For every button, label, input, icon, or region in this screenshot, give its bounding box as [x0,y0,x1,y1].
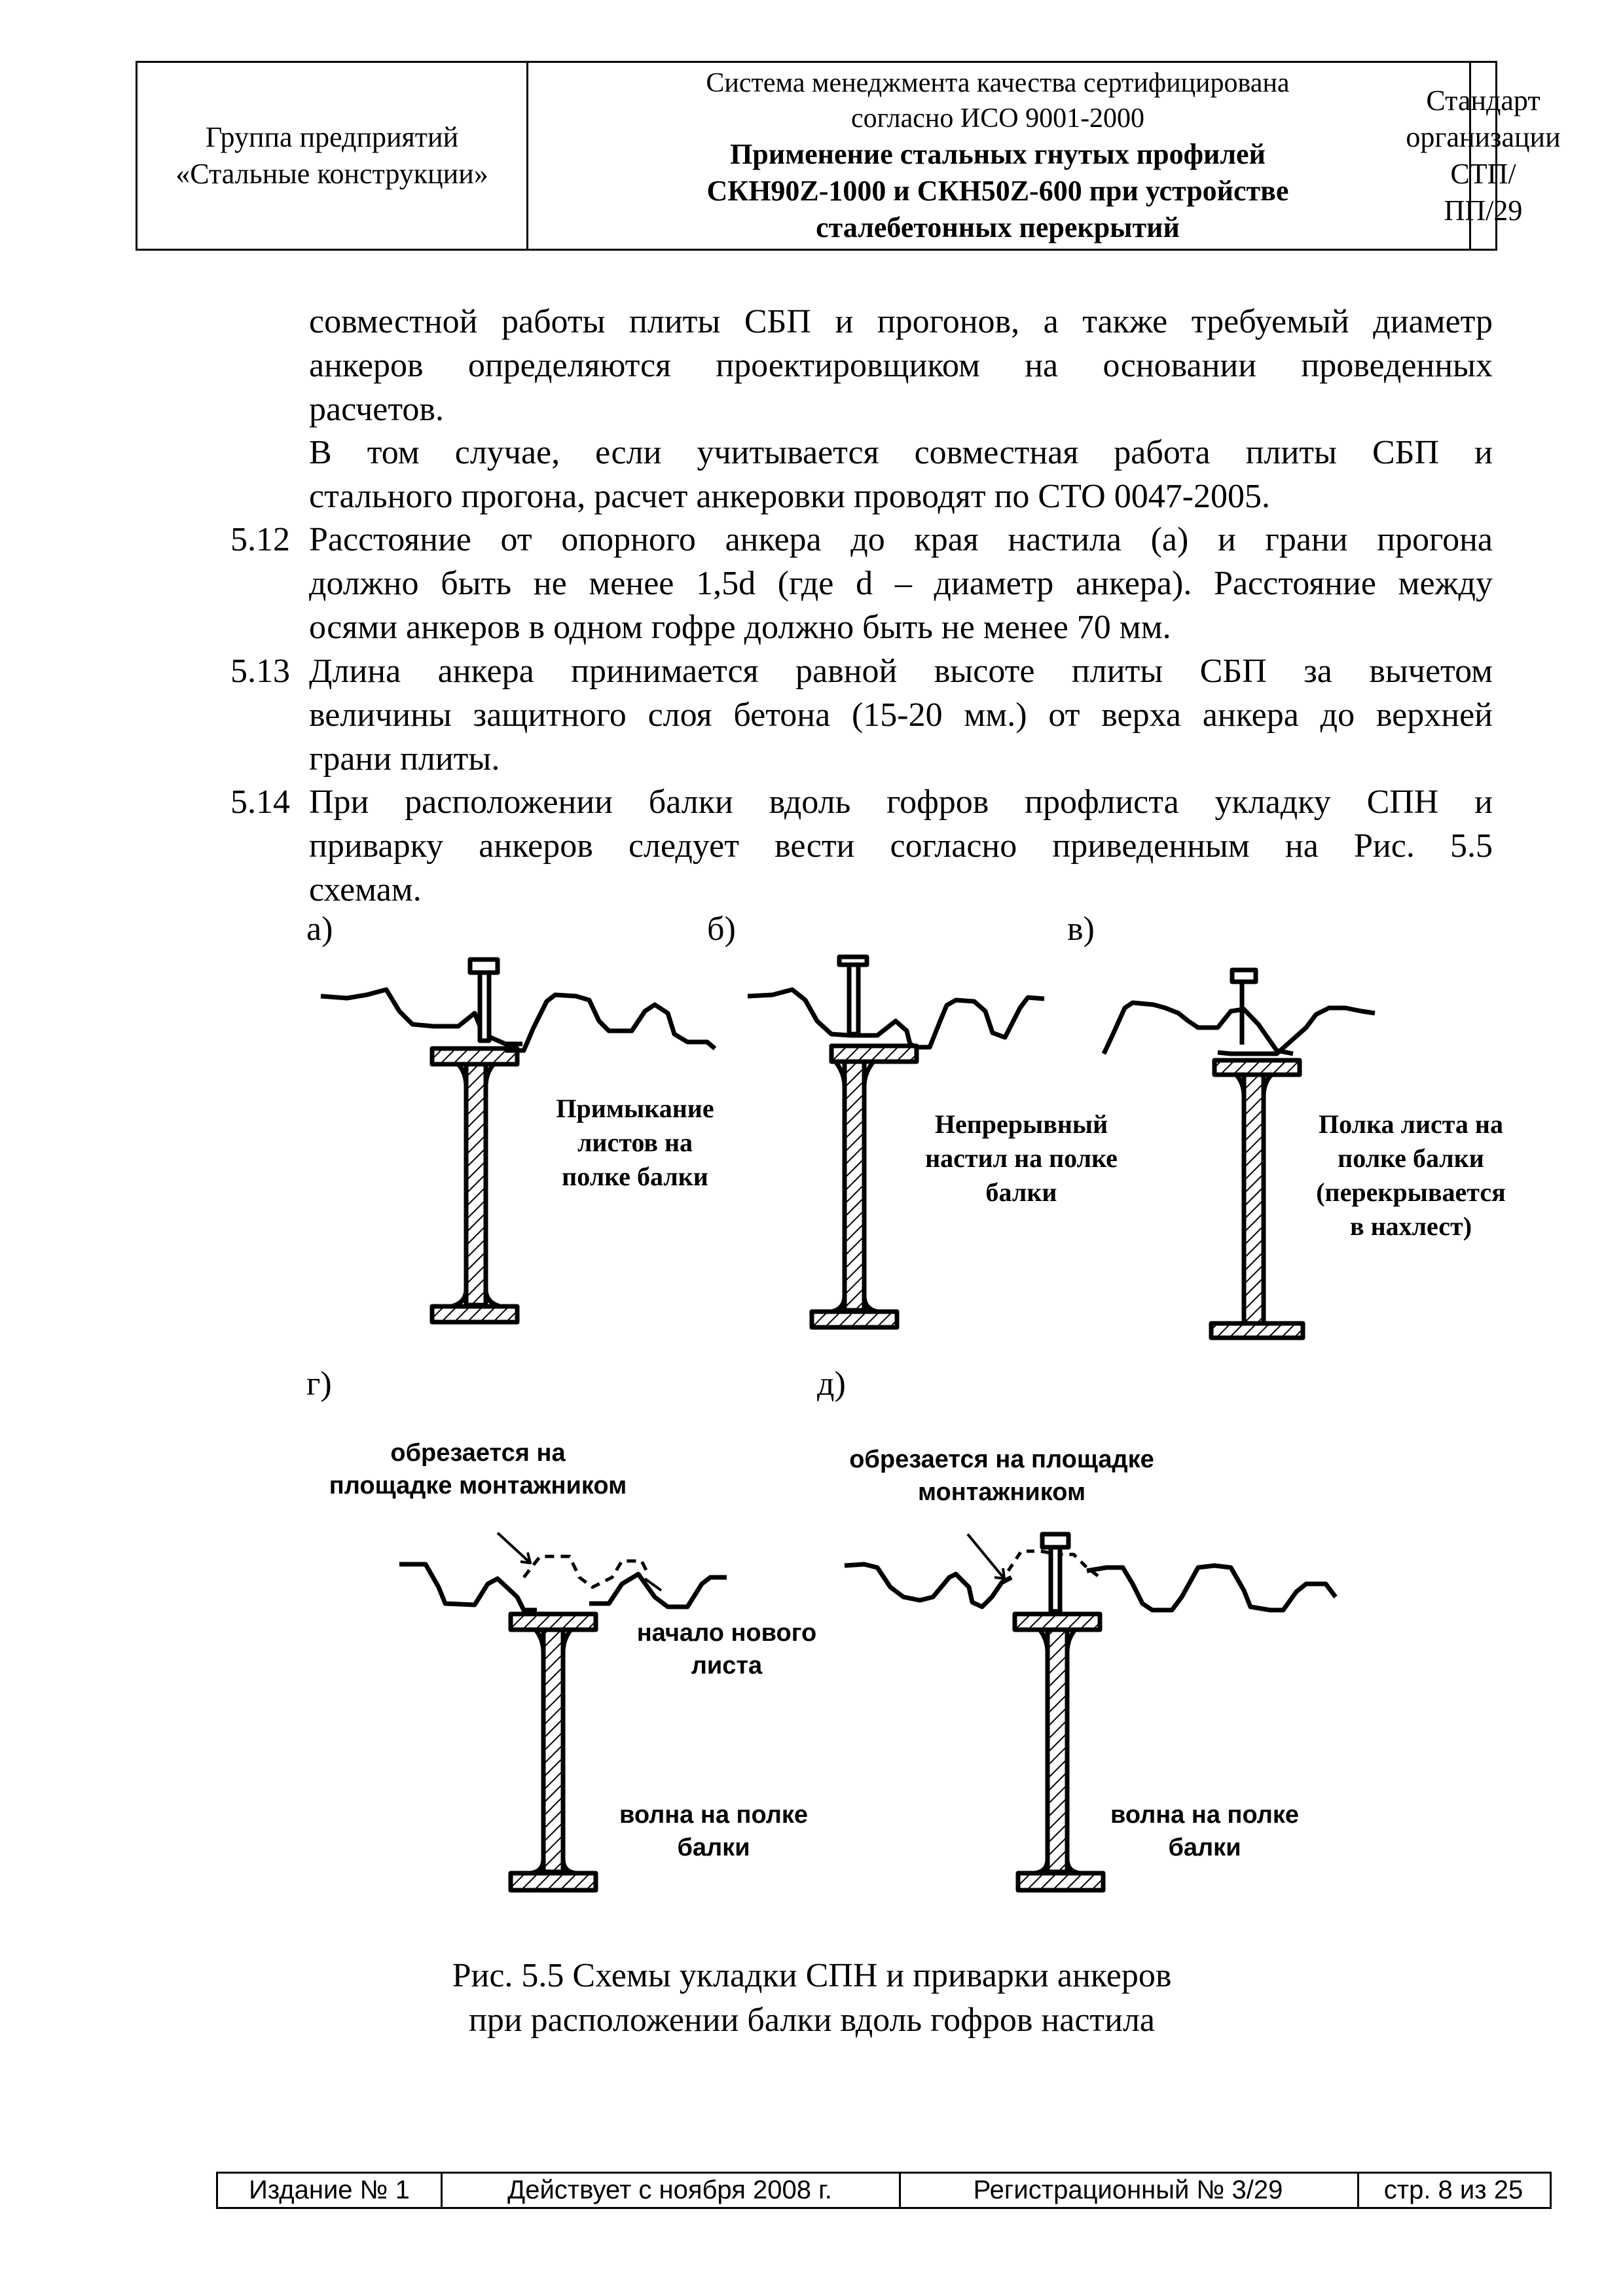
deck-sheet-v-lower [1104,1003,1293,1054]
beam-b-top-flange [831,1046,917,1062]
beam-g-top-flange [511,1614,596,1630]
beam-d-bottom-flange [1018,1873,1103,1890]
note-d-cut-line-1: обрезается на площадке [849,1446,1154,1473]
beam-a-web [466,1064,486,1305]
anchor-d-head [1042,1534,1068,1547]
note-g-new-sheet [615,1617,838,1682]
p2-line-1: В том случае, если учитывается совместная работа плиты СБП и [309,434,1493,471]
p1-line-3: расчетов. [309,391,444,428]
beam-d-web [1048,1630,1067,1872]
note-d-cut [825,1443,1178,1509]
deck-sheet-g-cut [524,1556,648,1587]
note-v-line-2: полке балки [1338,1143,1484,1173]
figure-label-v: в) [1067,910,1095,948]
caption-line-1: Рис. 5.5 Схемы укладки СПН и приварки анкеров [452,1957,1172,1994]
note-b-line-2: настил на полке [925,1143,1118,1173]
note-d-wave [1087,1799,1322,1864]
note-b [900,1107,1142,1210]
std-line-3: СТП/ПП/29 [1444,158,1523,226]
s514-line-2: приварку анкеров следует вести согласно приведенным на Рис. 5.5 [309,827,1493,865]
note-g-wave-line-2: балки [677,1834,750,1861]
beam-g-bottom-flange [511,1873,596,1890]
deck-sheet-g-left [399,1564,537,1610]
beam-b-web [845,1062,864,1310]
s512-line-1: Расстояние от опорного анкера до края настила (а) и грани прогона [309,521,1493,558]
figure-label-a: а) [306,910,333,948]
footer-registration: Регистрационный № 3/29 [899,2174,1359,2207]
beam-b-bottom-flange [812,1312,897,1327]
title-line-3: сталебетонных перекрытий [816,211,1180,243]
note-g-cut-line-2: площадке монтажником [329,1472,627,1499]
arrow-g-cut [498,1533,530,1563]
footer-page-number: стр. 8 из 25 [1383,2176,1523,2204]
section-number-5-13: 5.13 [230,653,290,690]
figure-caption [393,1954,1231,2043]
note-v-line-4: в нахлест) [1349,1211,1472,1241]
beam-a-top-flange [432,1049,517,1064]
s513-line-1: Длина анкера принимается равной высоте плиты СБП за вычетом [309,653,1493,690]
note-g-new-line-2: листа [691,1652,763,1679]
beam-g-web [543,1630,563,1872]
beam-d-top-flange [1015,1614,1100,1630]
s514-line-1: При расположении балки вдоль гофров профлиста укладку СПН и [309,783,1493,821]
deck-sheet-a-right [505,995,715,1050]
p1-line-1: совместной работы плиты СБП и прогонов, а также требуемый диаметр [309,303,1493,340]
beam-v-web [1244,1075,1264,1323]
anchor-a-stud [480,970,489,1041]
section-number-5-14: 5.14 [230,783,290,821]
section-number-5-12: 5.12 [230,521,290,558]
cert-line-2: согласно ИСО 9001-2000 [850,103,1145,134]
deck-sheet-a-left [321,990,522,1044]
note-g-new-line-1: начало нового [636,1619,817,1647]
note-b-line-3: балки [985,1177,1057,1207]
s514-line-3: схемам. [309,871,422,908]
note-a-line-2: листов на [577,1128,693,1157]
note-g-wave-line-1: волна на полке [619,1801,809,1829]
s512-line-2: должно быть не менее 1,5d (где d – диаметр анкера). Расстояние между [309,565,1493,602]
note-v [1283,1107,1539,1244]
note-d-cut-line-2: монтажником [917,1479,1086,1506]
deck-sheet-d-right [1087,1566,1336,1610]
note-v-line-3: (перекрывается [1316,1177,1506,1207]
note-g-cut [295,1437,661,1502]
s512-line-3: осями анкеров в одном гофре должно быть не менее 70 мм. [309,609,1171,646]
std-line-1: Стандарт [1426,84,1541,117]
note-a-line-3: полке балки [562,1162,708,1191]
org-line-2: «Стальные конструкции» [175,158,488,190]
note-d-wave-line-2: балки [1168,1834,1241,1861]
figure-label-g: г) [306,1365,332,1403]
deck-sheet-d-left [845,1564,1012,1607]
s513-line-2: величины защитного слоя бетона (15-20 мм.) от верха анкера до верхней [309,696,1493,734]
title-line-1: Применение стальных гнутых профилей [730,138,1266,170]
beam-v-bottom-flange [1211,1323,1303,1338]
anchor-v-head [1232,970,1256,982]
footer-valid-from: Действует с ноября 2008 г. [441,2174,901,2207]
note-d-wave-line-1: волна на полке [1110,1801,1300,1829]
org-line-1: Группа предприятий [205,121,459,153]
arrow-d-cut [968,1534,1004,1579]
beam-a-bottom-flange [432,1306,517,1322]
anchor-b-head [839,957,867,965]
p2-line-2: стального прогона, расчет анкеровки проводят по СТО 0047-2005. [309,478,1271,515]
cert-line-1: Система менеджмента качества сертифицирована [706,68,1290,98]
p1-line-2: анкеров определяются проектировщиком на основании проведенных [309,347,1493,384]
s513-line-3: грани плиты. [309,740,500,778]
note-b-line-1: Непрерывный [934,1109,1108,1139]
anchor-a-head [470,960,498,973]
figure-label-d: д) [817,1365,846,1403]
anchor-b-stud [849,963,858,1034]
note-a [527,1092,743,1194]
document-footer [216,2172,1552,2209]
std-line-2: организации [1406,121,1561,153]
note-a-line-1: Примыкание [556,1094,714,1123]
anchor-d-stud [1051,1546,1060,1611]
note-v-line-1: Полка листа на [1319,1109,1503,1139]
title-line-2: СКН90Z-1000 и СКН50Z-600 при устройстве [706,175,1289,207]
note-g-cut-line-1: обрезается на [390,1439,566,1467]
figure-label-b: б) [707,910,736,948]
footer-edition: Издание № 1 [218,2174,443,2207]
deck-sheet-b [748,990,1044,1047]
note-g-wave [596,1799,831,1864]
caption-line-2: при расположении балки вдоль гофров настила [469,2001,1155,2039]
